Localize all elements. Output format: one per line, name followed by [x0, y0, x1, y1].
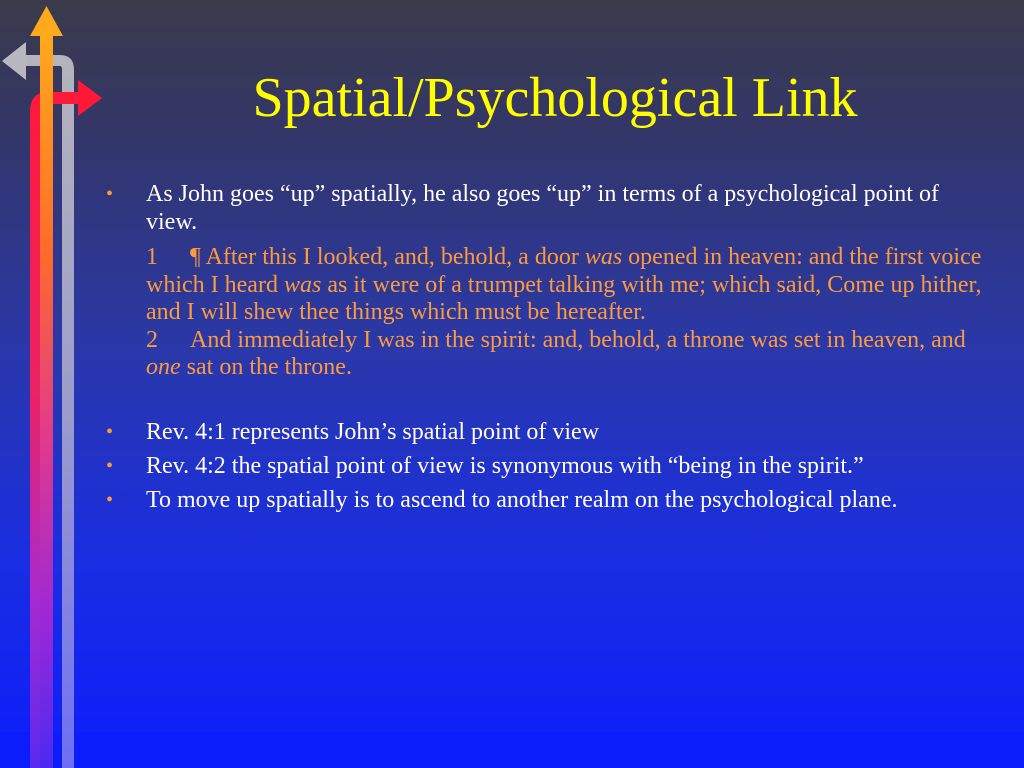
verse-2-number: 2 — [146, 326, 158, 353]
bullet-text-4: To move up spatially is to ascend to another realm on the psychological plane. — [146, 486, 898, 513]
bullet-text-1: As John goes “up” spatially, he also goes “up” in terms of a psychological point of view. — [146, 181, 939, 235]
bullet-icon: • — [106, 183, 114, 205]
verse-2-text-a: And immediately I was in the spirit: and, behold, a throne was set in heaven, and — [190, 326, 966, 353]
verse-1-italic-a: was — [584, 244, 623, 270]
bullet-text-3: Rev. 4:2 the spatial point of view is synonymous with “being in the spirit.” — [146, 452, 864, 479]
bullet-item — [104, 418, 984, 446]
verse-1-text-b: opened in heaven: and the first voice which I heard — [146, 244, 982, 298]
slide-bottom-band — [0, 732, 1024, 768]
slide-content — [104, 180, 984, 514]
bullet-item — [104, 180, 984, 236]
slide-title: Spatial/Psychological Link — [252, 67, 858, 129]
verse-1 — [146, 244, 984, 327]
bullet-icon: • — [106, 488, 114, 511]
bullet-text-2: Rev. 4:1 represents John’s spatial point of view — [146, 418, 600, 445]
pilcrow-mark: ¶ — [190, 244, 206, 270]
bullet-item — [104, 452, 984, 480]
scripture-quote — [104, 244, 984, 382]
verse-2 — [146, 327, 984, 382]
verse-2-text-b: sat on the throne. — [180, 354, 352, 380]
bullet-icon: • — [106, 420, 114, 443]
arrow-decoration — [0, 0, 110, 768]
verse-1-text-a: After this I looked, and, behold, a door — [205, 244, 585, 270]
verse-2-italic: one — [146, 354, 181, 380]
bullet-item — [104, 486, 984, 514]
verse-1-number: 1 — [146, 244, 158, 270]
verse-1-italic-b: was — [283, 271, 322, 298]
verse-1-text-c: as it were of a trumpet talking with me; which said, Come up hither, and I will shew thee things which must be hereafter. — [146, 271, 982, 325]
bullet-icon: • — [106, 454, 114, 477]
